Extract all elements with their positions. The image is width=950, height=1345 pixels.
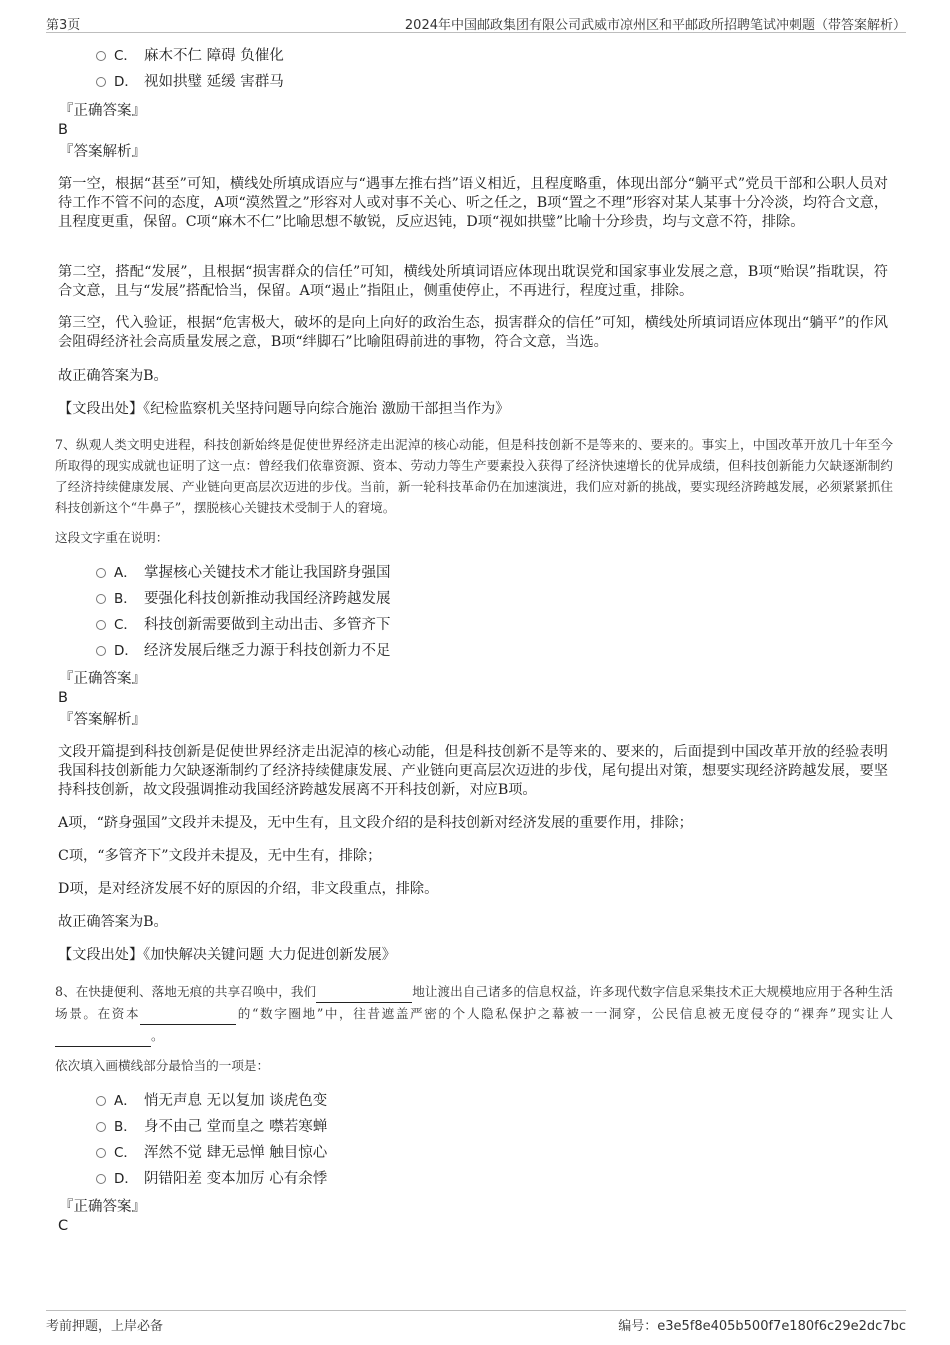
radio-icon[interactable] — [96, 646, 106, 656]
fill-blank-1[interactable] — [316, 981, 412, 1003]
q7-answer: B — [58, 690, 68, 706]
radio-icon[interactable] — [96, 51, 106, 61]
q7-conclusion: 故正确答案为B。 — [58, 914, 168, 930]
q6-answer: B — [58, 122, 68, 138]
q6-answer-label: 『正确答案』 — [59, 103, 146, 119]
q8-option-a[interactable]: A． 悄无声息 无以复加 谈虎色变 — [96, 1091, 327, 1111]
radio-icon[interactable] — [96, 77, 106, 87]
q8-answer: C — [58, 1218, 69, 1234]
fill-blank-3[interactable] — [55, 1025, 151, 1047]
q7-option-d[interactable]: D． 经济发展后继乏力源于科技创新力不足 — [96, 641, 391, 661]
q7-analysis-label: 『答案解析』 — [59, 712, 146, 728]
radio-icon[interactable] — [96, 620, 106, 630]
footer-slogan: 考前押题，上岸必备 — [46, 1319, 164, 1334]
q6-source: 【文段出处】《纪检监察机关坚持问题导向综合施治 激励干部担当作为》 — [58, 401, 510, 417]
q7-analysis-para-3: C项，“多管齐下”文段并未提及，无中生有，排除； — [58, 848, 382, 864]
q7-source: 【文段出处】《加快解决关键问题 大力促进创新发展》 — [58, 947, 396, 963]
q6-analysis-para-1: 第一空，根据“甚至”可知，横线处所填成语应与“遇事左推右挡”语义相近，且程度略重，体现出部分“躺平式”党员干部和公职人员对待工作不管不问的态度，A项“漠然置之”形容对人或对事不关心、听之任之，B项“置之不理”形容对某人某事十分冷淡，均符合文意，且程度更重，保留。C项“麻木不仁”比喻思想不敏锐，反应迟钝，D项“视如拱璧”比喻十分珍贵，均与文意不符，排除。 — [58, 176, 889, 230]
page-number: 第3页 — [46, 18, 81, 33]
q7-stem: 7、纵观人类文明史进程，科技创新始终是促使世界经济走出泥淖的核心动能，但是科技创新不是等来的、要来的。事实上，中国改革开放几十年至今所取得的现实成就也证明了这一点：曾经我们依靠资源、资本、劳动力等生产要素投入获得了经济快速增长的优异成绩，但科技创新能力欠缺逐渐制约了经济持续健康发展、产业链向更高层次迈进的步伐。当前，新一轮科技革命仍在加速演进，我们应对新的挑战，要实现经济跨越发展，必须紧紧抓住科技创新这个“牛鼻子”，摆脱核心关键技术受制于人的窘境。 — [55, 437, 893, 515]
radio-icon[interactable] — [96, 1096, 106, 1106]
q6-option-c[interactable]: C． 麻木不仁 障碍 负催化 — [96, 46, 284, 66]
q7-analysis-para-1: 文段开篇提到科技创新是促使世界经济走出泥淖的核心动能，但是科技创新不是等来的、要来的，后面提到中国改革开放的经验表明我国科技创新能力欠缺逐渐制约了经济持续健康发展、产业链向更高层次迈进的步伐，尾句提出对策，想要实现经济跨越发展，要坚持科技创新，故文段强调推动我国经济跨越发展离不开科技创新，对应B项。 — [58, 744, 888, 798]
q6-analysis-para-2: 第二空，搭配“发展”，且根据“损害群众的信任”可知，横线处所填词语应体现出耽误党和国家事业发展之意，B项“贻误”指耽误，符合文意，且与“发展”搭配恰当，保留。A项“遏止”指阻止，侧重使停止，不再进行，程度过重，排除。 — [58, 264, 888, 299]
q8-prompt: 依次填入画横线部分最恰当的一项是： — [55, 1058, 270, 1073]
q8-option-b[interactable]: B． 身不由己 堂而皇之 噤若寒蝉 — [96, 1117, 327, 1137]
document-title: 2024年中国邮政集团有限公司武威市凉州区和平邮政所招聘笔试冲刺题（带答案解析） — [404, 18, 906, 33]
page-footer — [46, 1310, 906, 1335]
q6-analysis-para-3: 第三空，代入验证，根据“危害极大，破坏的是向上向好的政治生态，损害群众的信任”可知，横线处所填词语应体现出“躺平”的作风会阻碍经济社会高质量发展之意，B项“绊脚石”比喻阻碍前进的事物，符合文意，当选。 — [58, 315, 888, 350]
radio-icon[interactable] — [96, 568, 106, 578]
q7-analysis-para-4: D项，是对经济发展不好的原因的介绍，非文段重点，排除。 — [58, 881, 439, 897]
fill-blank-2[interactable] — [140, 1003, 236, 1025]
q7-option-c[interactable]: C． 科技创新需要做到主动出击、多管齐下 — [96, 615, 391, 635]
q7-answer-label: 『正确答案』 — [59, 671, 146, 687]
document-serial: 编号：e3e5f8e405b500f7e180f6c29e2dc7bc — [618, 1319, 906, 1334]
radio-icon[interactable] — [96, 594, 106, 604]
q6-conclusion: 故正确答案为B。 — [58, 368, 168, 384]
q7-option-a[interactable]: A． 掌握核心关键技术才能让我国跻身强国 — [96, 563, 391, 583]
q7-prompt: 这段文字重在说明： — [55, 530, 169, 545]
q8-stem: 8、在快捷便利、落地无痕的共享召唤中，我们 地让渡出自己诸多的信息权益，许多现代数字信息采集技术正大规模地应用于各种生活场景。在资本 的“数字圈地”中，往昔遮盖严密的个人隐私保护之幕被一一洞穿，公民信息被无度侵夺的“裸奔”现实让人 。 — [55, 981, 893, 1047]
q8-option-d[interactable]: D． 阴错阳差 变本加厉 心有余悸 — [96, 1169, 327, 1189]
q8-option-c[interactable]: C． 浑然不觉 肆无忌惮 触目惊心 — [96, 1143, 327, 1163]
radio-icon[interactable] — [96, 1174, 106, 1184]
page-header — [46, 12, 906, 33]
q8-answer-label: 『正确答案』 — [59, 1199, 146, 1215]
q7-analysis-para-2: A项，“跻身强国”文段并未提及，无中生有，且文段介绍的是科技创新对经济发展的重要作用，排除； — [58, 815, 693, 831]
q6-option-d[interactable]: D． 视如拱璧 延缓 害群马 — [96, 72, 284, 92]
q6-analysis-label: 『答案解析』 — [59, 144, 146, 160]
radio-icon[interactable] — [96, 1148, 106, 1158]
q7-option-b[interactable]: B． 要强化科技创新推动我国经济跨越发展 — [96, 589, 391, 609]
radio-icon[interactable] — [96, 1122, 106, 1132]
